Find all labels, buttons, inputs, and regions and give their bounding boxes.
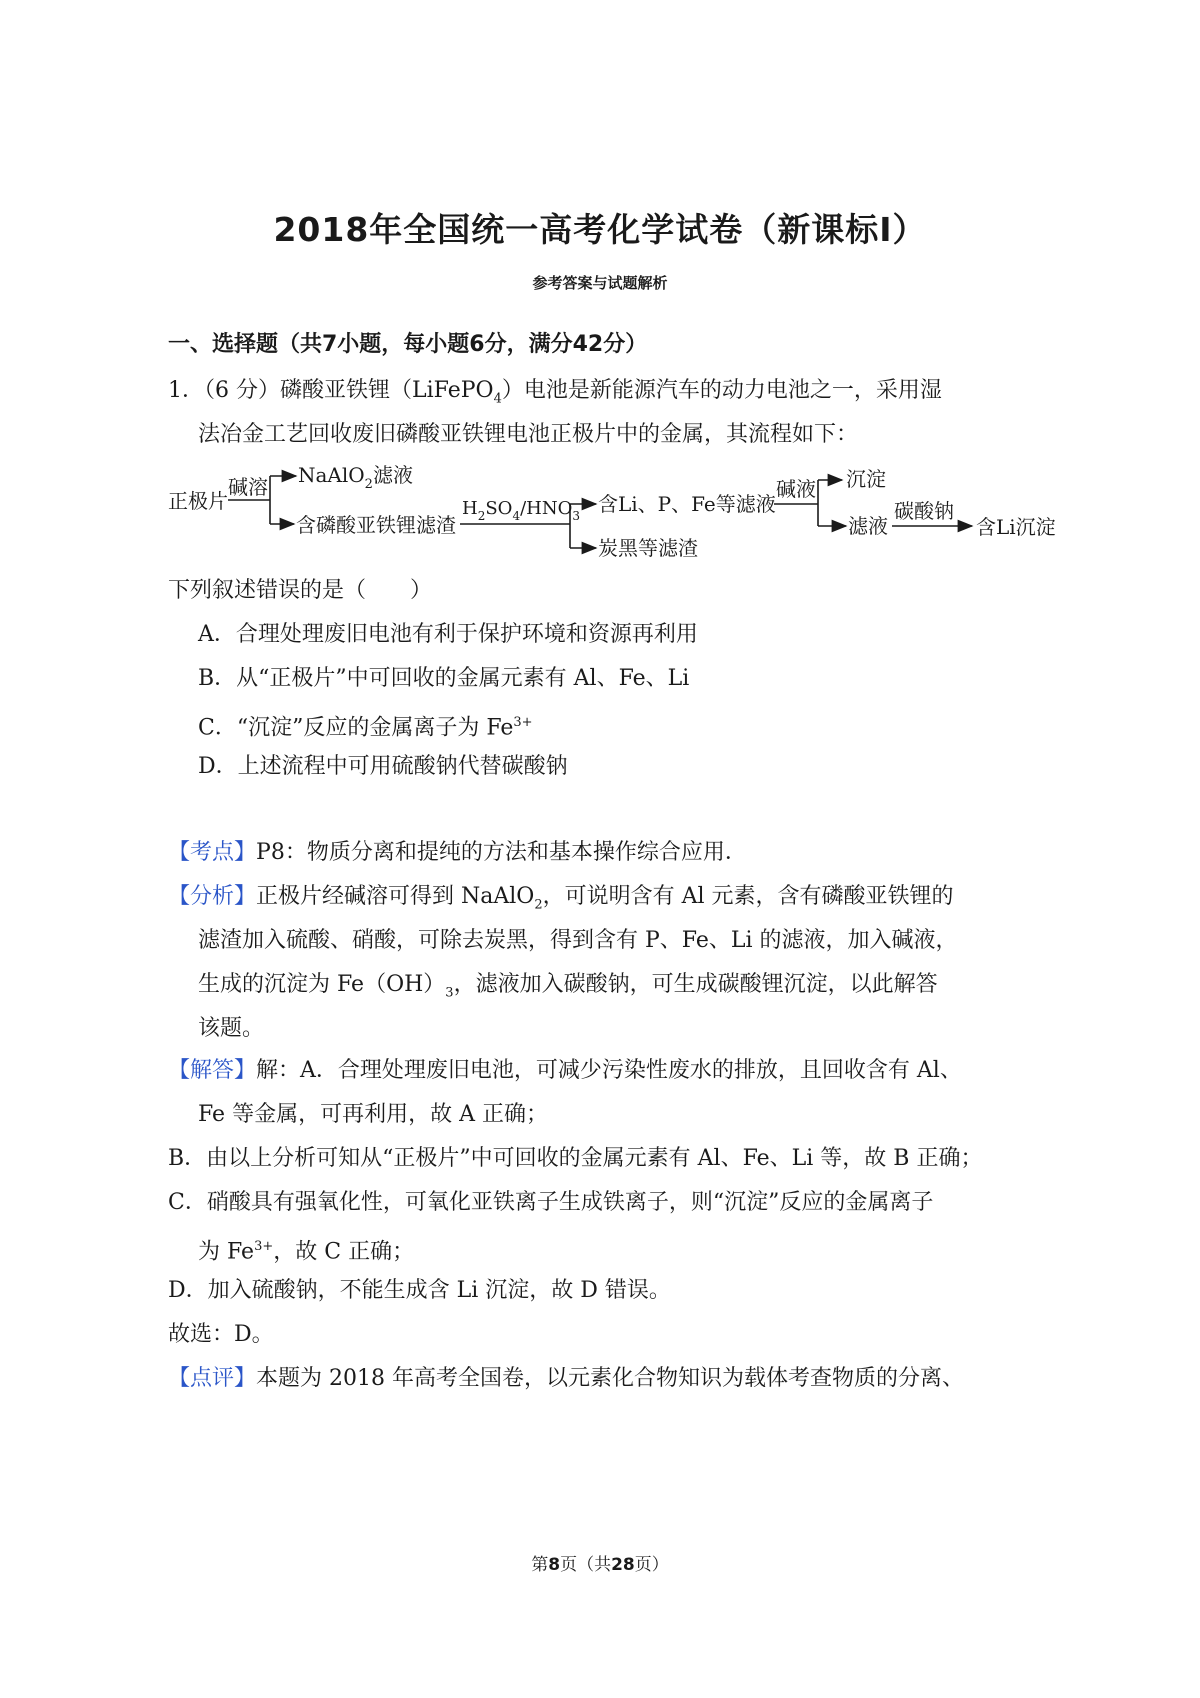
kaodian-paragraph: 【考点】P8：物质分离和提纯的方法和基本操作综合应用．: [168, 840, 747, 865]
flow-residue2-label: 炭黑等滤渣: [598, 536, 698, 560]
question-number: 1．: [168, 378, 204, 403]
fenxi-line2: 滤渣加入硫酸、硝酸，可除去炭黑，得到含有 P、Fe、Li 的滤液，加入碱液，: [198, 928, 958, 953]
page-title: 2018年全国统一高考化学试卷（新课标Ⅰ）: [273, 210, 927, 249]
section-heading: 一、选择题（共7小题，每小题6分，满分42分）: [168, 332, 648, 357]
question-stem-line1: 1．（6 分）磷酸亚铁锂（LiFePO$_4$）电池是新能源汽车的动力电池之一，采用湿: [168, 378, 942, 407]
fenxi-tag: 【分析】: [168, 884, 257, 909]
jieda-b: B．由以上分析可知从“正极片”中可回收的金属元素有 Al、Fe、Li 等，故 B 正确；: [168, 1146, 983, 1171]
question-score: （6 分）: [204, 378, 280, 403]
flow-filtrate3-label: 滤液: [848, 514, 888, 538]
option-b: B．从“正极片”中可回收的金属元素有 Al、Fe、Li: [198, 666, 690, 691]
question-prompt: 下列叙述错误的是（ ）: [168, 578, 433, 603]
flow-alkali-dissolve-label: 碱溶: [228, 475, 268, 499]
answer-line: 故选：D。: [168, 1322, 274, 1347]
option-d: D．上述流程中可用硫酸钠代替碳酸钠: [198, 754, 568, 779]
dianping-tag: 【点评】: [168, 1366, 257, 1391]
process-flowchart: [0, 456, 1200, 596]
jieda-d: D．加入硫酸钠，不能生成含 Li 沉淀，故 D 错误。: [168, 1278, 671, 1303]
flow-carbonate-label: 碳酸钠: [894, 499, 954, 523]
fenxi-line4: 该题。: [198, 1016, 265, 1041]
jieda-c-line1: C．硝酸具有强氧化性，可氧化亚铁离子生成铁离子，则“沉淀”反应的金属离子: [168, 1190, 934, 1215]
jieda-line1: 【解答】解：A．合理处理废旧电池，可减少污染性废水的排放，且回收含有 Al、: [168, 1058, 962, 1083]
fenxi-line3: 生成的沉淀为 $Fe(OH)_3$，滤液加入碳酸钠，可生成碳酸锂沉淀，以此解答: [198, 972, 938, 1001]
flow-filtrate1-label: NaAlO$_2$滤液: [298, 463, 413, 492]
jieda-tag: 【解答】: [168, 1058, 257, 1083]
flow-filtrate2-label: 含Li、P、Fe等滤液: [598, 492, 776, 516]
flow-residue1-label: 含磷酸亚铁锂滤渣: [296, 513, 456, 537]
option-a: A．合理处理废旧电池有利于保护环境和资源再利用: [198, 622, 698, 647]
kaodian-tag: 【考点】: [168, 840, 257, 865]
question-stem-line2: 法冶金工艺回收废旧磷酸亚铁锂电池正极片中的金属，其流程如下：: [198, 422, 859, 447]
page-footer: 第8页（共28页）: [531, 1555, 669, 1575]
total-pages: 28: [611, 1555, 635, 1575]
dianping-paragraph: 【点评】本题为 2018 年高考全国卷，以元素化合物知识为载体考查物质的分离、: [168, 1366, 964, 1391]
flow-start-label: 正极片: [168, 489, 228, 513]
flow-acid-reagent-label: $H_2SO_4/HNO_3$: [462, 498, 580, 523]
page-subtitle: 参考答案与试题解析: [532, 274, 668, 292]
flow-precipitate-label: 沉淀: [846, 467, 886, 491]
jieda-line2: Fe 等金属，可再利用，故 A 正确；: [198, 1102, 548, 1127]
current-page-number: 8: [548, 1555, 561, 1575]
fenxi-line1: 【分析】正极片经碱溶可得到 NaAlO$_2$，可说明含有 Al 元素，含有磷酸亚铁锂的: [168, 884, 954, 913]
flow-alkali-label: 碱液: [776, 477, 816, 501]
option-c: C．“沉淀”反应的金属离子为 $Fe^{3+}$: [198, 715, 533, 741]
jieda-c-line2: 为 $Fe^{3+}$，故 C 正确；: [198, 1239, 415, 1265]
flow-product-label: 含Li沉淀: [976, 515, 1056, 539]
